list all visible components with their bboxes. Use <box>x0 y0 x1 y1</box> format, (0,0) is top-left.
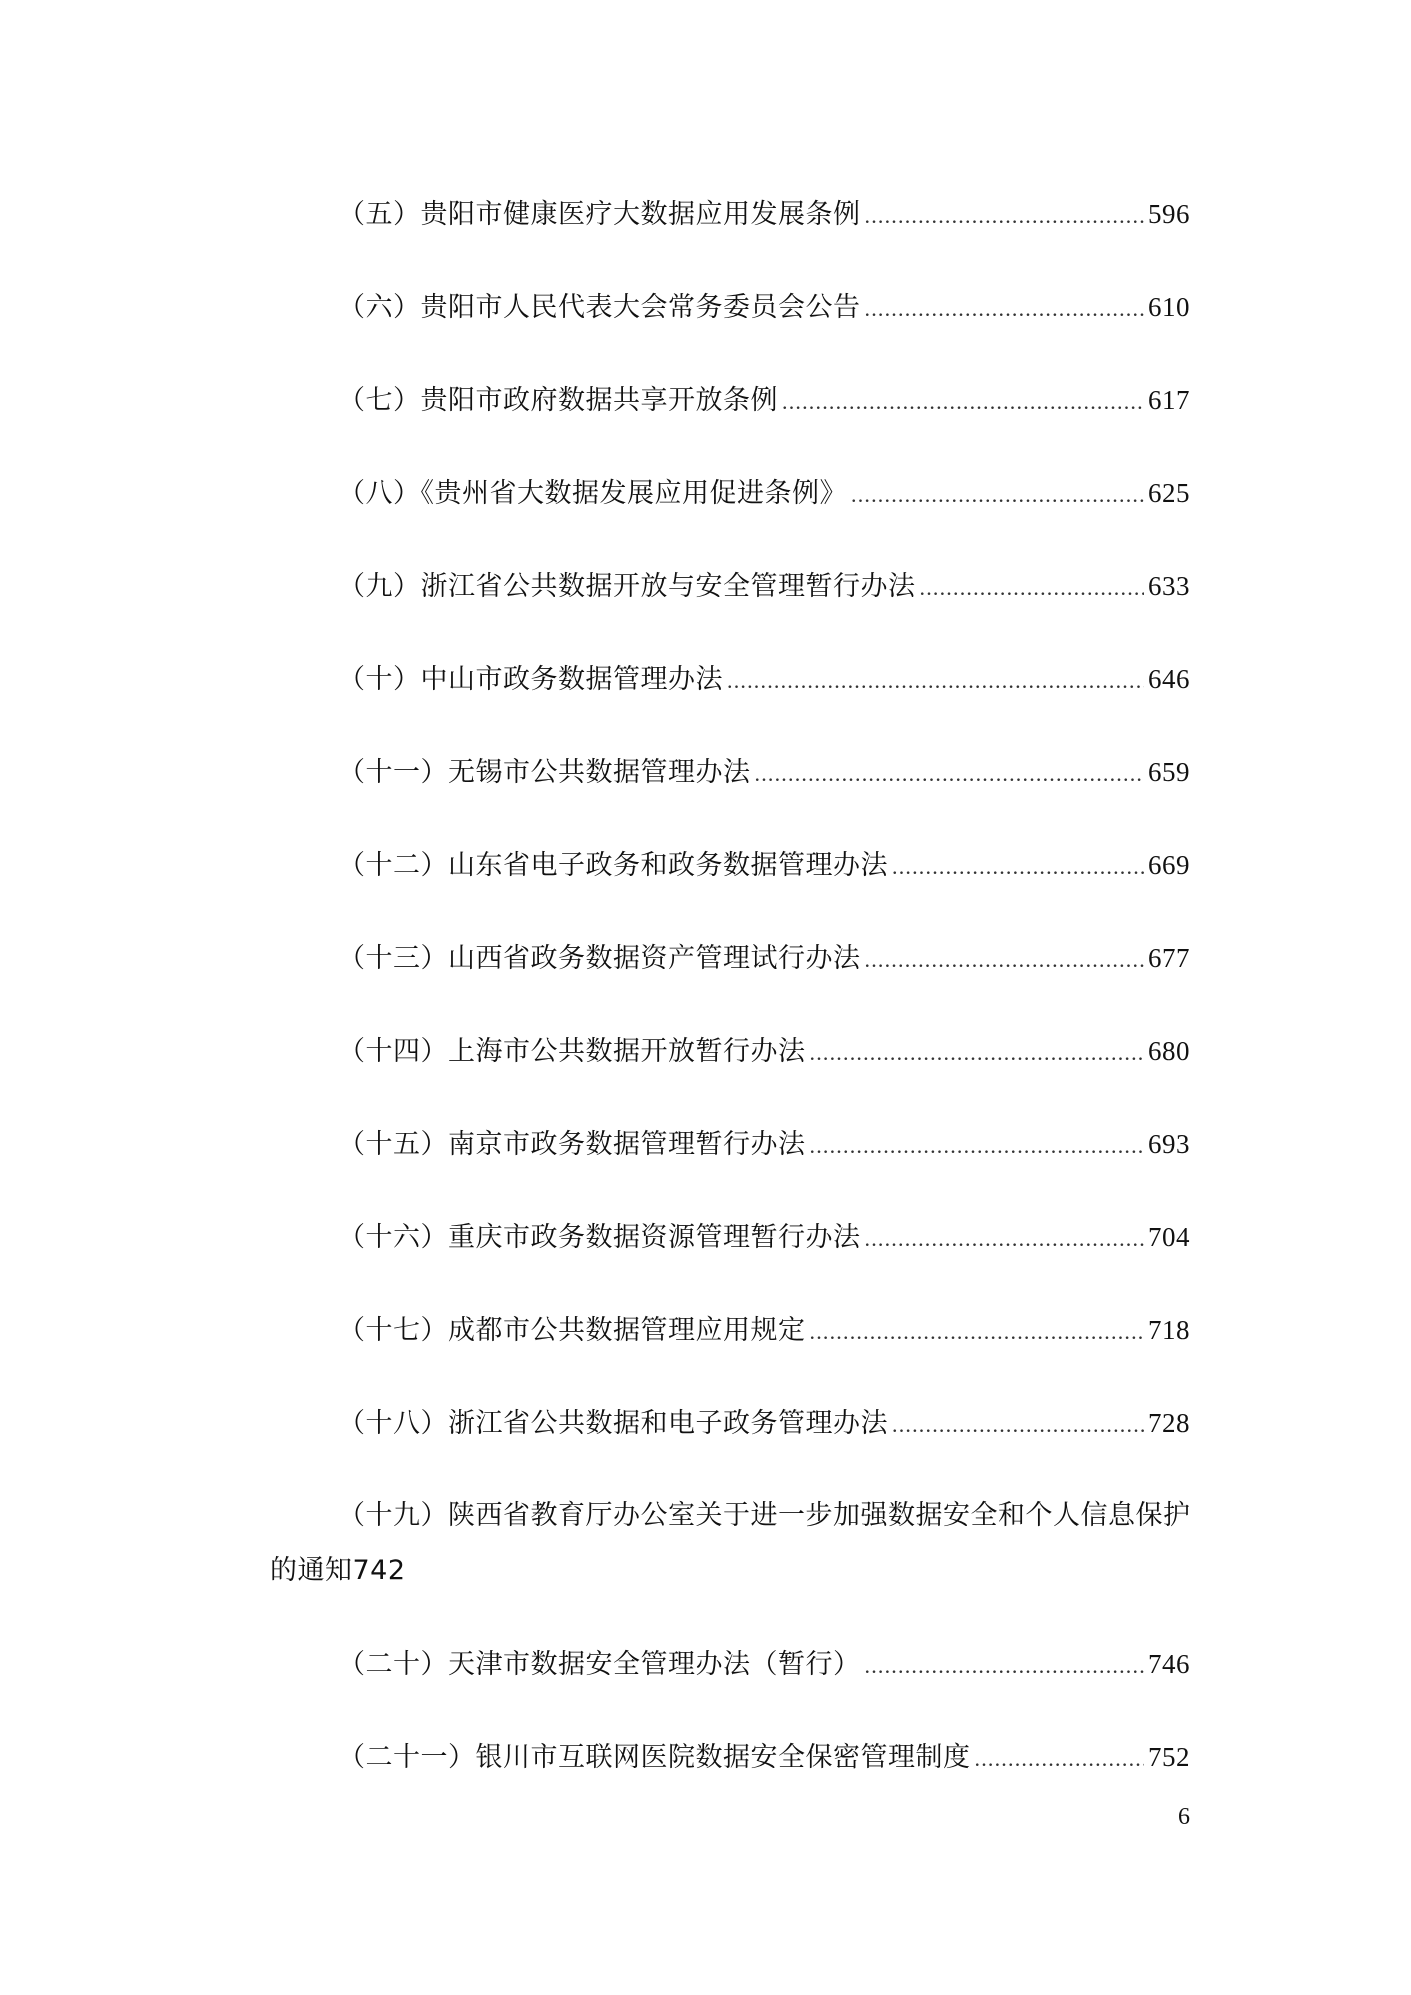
toc-entry[interactable] <box>338 1219 1190 1257</box>
toc-entry-title: （二十一）银川市互联网医院数据安全保密管理制度 <box>338 1742 971 1773</box>
toc-entry-title: （十八）浙江省公共数据和电子政务管理办法 <box>338 1408 888 1439</box>
toc-entry[interactable] <box>338 1126 1190 1164</box>
toc-page-number: 704 <box>1148 1222 1190 1252</box>
toc-page-number: 680 <box>1148 1036 1190 1066</box>
toc-entry-title-line2-row <box>270 1553 1190 1589</box>
toc-dot-leader <box>975 1741 1145 1777</box>
toc-dot-leader <box>782 384 1144 420</box>
toc-page-number: 596 <box>1148 199 1190 229</box>
toc-dot-leader <box>865 291 1145 327</box>
toc-entry-title: （十六）重庆市政务数据资源管理暂行办法 <box>338 1222 861 1253</box>
toc-dot-leader <box>892 849 1144 885</box>
toc-dot-leader <box>755 756 1145 792</box>
toc-page-number: 742 <box>352 1555 406 1586</box>
toc-dot-leader <box>892 1407 1144 1443</box>
toc-page-number: 633 <box>1148 571 1190 601</box>
toc-entry-title: （十五）南京市政务数据管理暂行办法 <box>338 1129 806 1160</box>
toc-entry[interactable] <box>338 1033 1190 1071</box>
toc-dot-leader <box>727 663 1144 699</box>
toc-dot-leader <box>865 1221 1145 1257</box>
toc-dot-leader <box>865 942 1145 978</box>
toc-entry-title: （九）浙江省公共数据开放与安全管理暂行办法 <box>338 571 916 602</box>
toc-entry[interactable] <box>338 382 1190 420</box>
toc-entry[interactable] <box>338 289 1190 327</box>
toc-page-number: 617 <box>1148 385 1190 415</box>
toc-entry-title: （十）中山市政务数据管理办法 <box>338 664 723 695</box>
toc-entry-title: （六）贵阳市人民代表大会常务委员会公告 <box>338 292 861 323</box>
toc-page-number: 693 <box>1148 1129 1190 1159</box>
toc-dot-leader <box>810 1128 1145 1164</box>
toc-entry-title-line2: 的通知 <box>270 1555 353 1586</box>
toc-entry-title: （二十）天津市数据安全管理办法（暂行） <box>338 1649 861 1680</box>
toc-entry-title: （十一）无锡市公共数据管理办法 <box>338 757 751 788</box>
toc-entry[interactable] <box>338 1646 1190 1684</box>
toc-dot-leader <box>810 1314 1145 1350</box>
toc-entry[interactable] <box>338 754 1190 792</box>
toc-entry-title: （五）贵阳市健康医疗大数据应用发展条例 <box>338 199 861 230</box>
toc-entry-title: （十二）山东省电子政务和政务数据管理办法 <box>338 850 888 881</box>
toc-page-number: 752 <box>1148 1742 1190 1772</box>
toc-entry-title-line1: （十九）陕西省教育厅办公室关于进一步加强数据安全和个人信息保护 <box>338 1500 1191 1531</box>
page-number: 6 <box>1178 1804 1190 1830</box>
toc-entry[interactable] <box>338 568 1190 606</box>
toc-page-number: 728 <box>1148 1408 1190 1438</box>
toc-entry-title: （十三）山西省政务数据资产管理试行办法 <box>338 943 861 974</box>
toc-entry-title: （八）《贵州省大数据发展应用促进条例》 <box>338 478 847 509</box>
toc-entry[interactable] <box>338 196 1190 234</box>
toc-entry[interactable] <box>338 1739 1190 1777</box>
toc-dot-leader <box>865 198 1145 234</box>
toc-entry[interactable] <box>338 475 1190 513</box>
toc-dot-leader <box>865 1648 1145 1684</box>
toc-page-number: 718 <box>1148 1315 1190 1345</box>
toc-page-number: 746 <box>1148 1649 1190 1679</box>
toc-page-number: 625 <box>1148 478 1190 508</box>
toc-entry[interactable] <box>338 847 1190 885</box>
toc-entry[interactable] <box>338 1405 1190 1443</box>
toc-dot-leader <box>920 570 1145 606</box>
toc-dot-leader <box>810 1035 1145 1071</box>
toc-dot-leader <box>851 477 1144 513</box>
toc-page-number: 646 <box>1148 664 1190 694</box>
toc-entry[interactable] <box>338 1312 1190 1350</box>
toc-entry[interactable] <box>338 661 1190 699</box>
toc-entry[interactable] <box>338 940 1190 978</box>
toc-page-number: 677 <box>1148 943 1190 973</box>
toc-entry-title: （十七）成都市公共数据管理应用规定 <box>338 1315 806 1346</box>
toc-entry-wrapped[interactable] <box>270 1498 1190 1589</box>
toc-page-number: 669 <box>1148 850 1190 880</box>
toc-entry-title: （七）贵阳市政府数据共享开放条例 <box>338 385 778 416</box>
toc-page-number: 659 <box>1148 757 1190 787</box>
toc-page-number: 610 <box>1148 292 1190 322</box>
toc-entry-title: （十四）上海市公共数据开放暂行办法 <box>338 1036 806 1067</box>
